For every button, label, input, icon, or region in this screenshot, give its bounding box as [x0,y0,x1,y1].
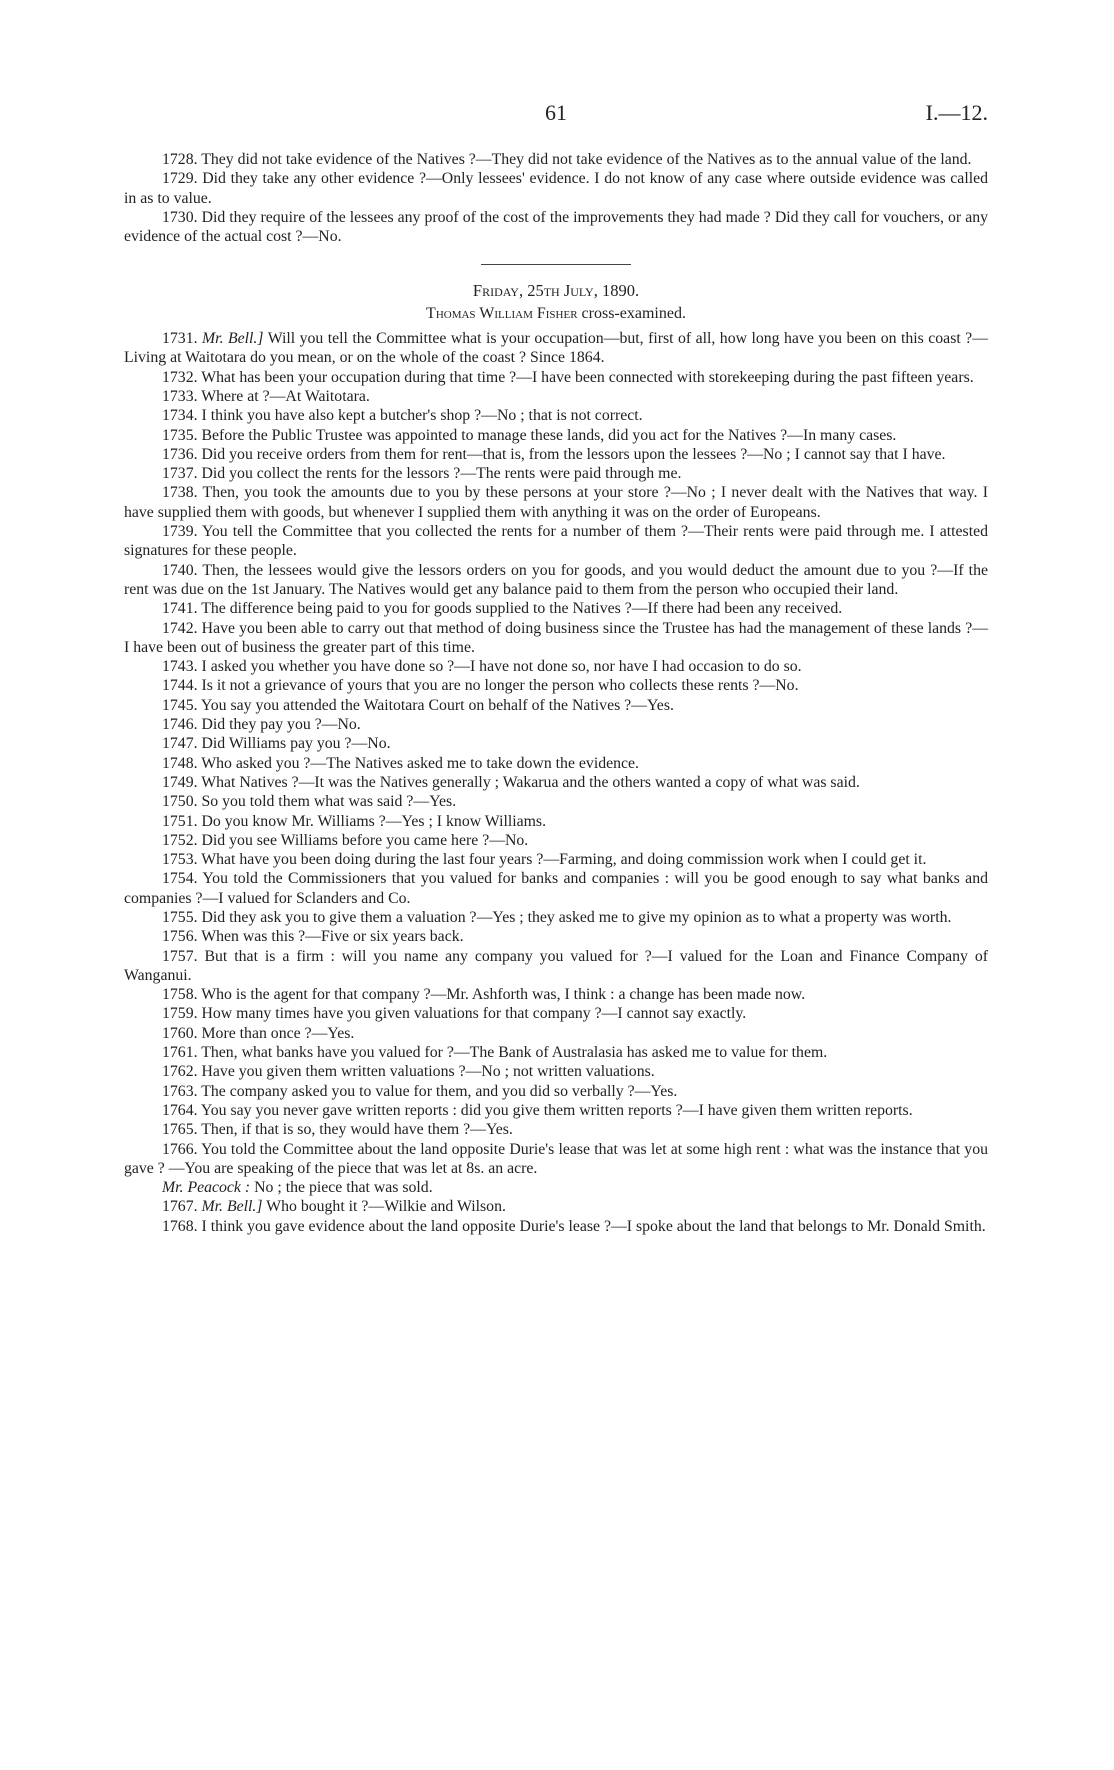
question-text: Did you collect the rents for the lessors ?—The rents were paid through me. [201,465,682,483]
question-text: What have you been doing during the last four years ?—Farming, and doing commission work when I could get it. [201,851,927,869]
question-number: 1750. [162,793,198,811]
question-number: 1756. [162,928,198,946]
question-paragraph [124,561,988,600]
question-text: The company asked you to value for them, and you did so verbally ?—Yes. [201,1082,678,1100]
question-paragraph [124,696,988,715]
witness-heading [124,304,988,323]
question-paragraph [124,927,988,946]
question-number: 1739. [162,523,198,541]
question-text: Will you tell the Committee what is your occupation—but, first of all, how long have you been on this coast ?—Living at Waitotara do you mean, or on the whole of the coast ? Since 1864. [124,330,988,367]
question-paragraph [124,426,988,445]
question-paragraph [124,1120,988,1139]
question-number: 1753. [162,851,198,869]
question-text: When was this ?—Five or six years back. [201,928,464,946]
question-number: 1745. [162,696,198,714]
question-paragraph [124,831,988,850]
question-text: Have you been able to carry out that method of doing business since the Trustee has had the management of these lands ?—I have been out of business the greater part of this time. [124,619,989,656]
question-text: I think you have also kept a butcher's shop ?—No ; that is not correct. [201,407,643,425]
question-paragraph [124,812,988,831]
question-paragraph [124,1082,988,1101]
question-paragraph [124,1197,988,1216]
question-text: Is it not a grievance of yours that you are no longer the person who collects these rents ?—No. [201,677,799,695]
question-text: You say you attended the Waitotara Court on behalf of the Natives ?—Yes. [200,696,674,714]
page-header [124,100,988,130]
question-number: 1749. [162,773,198,791]
question-text: Then, the lessees would give the lessors orders on you for goods, and you would deduct the amount due to you ?—If the rent was due on the 1st January. The Natives would get any balance paid to them from the person who occupied their land. [124,561,988,598]
question-text: Did you see Williams before you came here ?—No. [201,831,529,849]
question-paragraph [124,657,988,676]
question-paragraph [124,1004,988,1023]
question-text: Who bought it ?—Wilkie and Wilson. [266,1198,506,1216]
question-paragraph [124,599,988,618]
question-paragraph [124,773,988,792]
question-number: 1743. [162,658,198,676]
witness-suffix: cross-examined. [581,304,686,322]
question-number: 1742. [162,619,198,637]
question-text: Then, you took the amounts due to you by these persons at your store ?—No ; I never dealt with the Natives that way. I have supplied them with goods, but whenever I supplied them with anything it was on the order of Europeans. [124,484,988,521]
question-text: Did they pay you ?—No. [201,716,361,734]
speaker-name: Mr. Bell.] [202,330,264,348]
question-number: 1729. [162,170,198,188]
question-number: 1744. [162,677,198,695]
question-text: Who asked you ?—The Natives asked me to take down the evidence. [201,754,639,772]
question-text: You told the Commissioners that you valued for banks and companies : will you be good enough to say what banks and companies ?—I valued for Sclanders and Co. [124,870,988,907]
body-text [124,150,988,1236]
question-paragraph [124,1217,988,1236]
question-text: The difference being paid to you for goods supplied to the Natives ?—If there had been any received. [201,600,843,618]
question-text: Have you given them written valuations ?—No ; not written valuations. [201,1063,655,1081]
question-number: 1735. [162,426,198,444]
question-paragraph [124,387,988,406]
question-number: 1759. [162,1005,198,1023]
question-paragraph [124,1140,988,1179]
question-number: 1748. [162,754,198,772]
question-number: 1752. [162,831,198,849]
question-number: 1767. [162,1198,198,1216]
question-text: So you told them what was said ?—Yes. [201,793,457,811]
interjection-text: No ; the piece that was sold. [254,1179,433,1197]
question-paragraph [124,792,988,811]
question-text: Do you know Mr. Williams ?—Yes ; I know Williams. [201,812,547,830]
question-paragraph [124,150,988,169]
section-divider [481,264,631,265]
question-number: 1737. [162,465,198,483]
question-text: Before the Public Trustee was appointed to manage these lands, did you act for the Natives ?—In many cases. [201,426,897,444]
question-paragraph [124,734,988,753]
question-paragraph [124,1062,988,1081]
question-number: 1747. [162,735,198,753]
question-text: Did Williams pay you ?—No. [201,735,391,753]
question-number: 1761. [162,1044,198,1062]
question-paragraph [124,522,988,561]
question-number: 1733. [162,387,198,405]
question-paragraph [124,208,988,247]
question-text: But that is a firm : will you name any company you valued for ?—I valued for the Loan and Finance Company of Wanganui. [124,947,988,984]
section-date-heading: Friday, 25th July, 1890. [472,281,640,301]
question-number: 1740. [162,561,198,579]
question-number: 1730. [162,208,198,226]
question-text: Did they require of the lessees any proof of the cost of the improvements they had made ? Did they call for vouchers, or any evidence of the actual cost ?—No. [124,208,988,246]
question-text: You say you never gave written reports : did you give them written reports ?—I have given them written reports. [200,1101,913,1119]
question-number: 1766. [162,1140,198,1158]
closing-paragraphs [124,1197,988,1236]
question-text: Then, if that is so, they would have them ?—Yes. [201,1121,513,1139]
question-paragraph [124,908,988,927]
question-text: Did they take any other evidence ?—Only lessees' evidence. I do not know of any case where outside evidence was called in as to value. [124,170,989,207]
question-number: 1762. [162,1063,198,1081]
question-paragraph [124,368,988,387]
question-paragraph [124,445,988,464]
question-text: They did not take evidence of the Natives ?—They did not take evidence of the Natives as to the annual value of the land. [201,151,972,168]
question-paragraph [124,464,988,483]
question-paragraph [124,715,988,734]
speaker-name: Mr. Bell.] [201,1198,263,1216]
question-paragraph [124,329,988,368]
question-number: 1760. [162,1024,198,1042]
question-text: Who is the agent for that company ?—Mr. Ashforth was, I think : a change has been made now. [201,986,806,1004]
question-paragraph [124,406,988,425]
question-number: 1732. [162,368,198,386]
question-number: 1751. [162,812,198,830]
question-paragraph [124,169,988,208]
interjection-speaker: Mr. Peacock : [162,1179,251,1197]
question-text: You tell the Committee that you collected the rents for a number of them ?—Their rents were paid through me. I attested signatures for these people. [124,523,988,560]
question-number: 1746. [162,716,198,734]
question-paragraph [124,985,988,1004]
question-paragraph [124,754,988,773]
question-text: More than once ?—Yes. [201,1024,355,1042]
question-list [124,368,988,1178]
question-text: I asked you whether you have done so ?—I have not done so, nor have I had occasion to do so. [201,658,802,676]
question-number: 1734. [162,407,198,425]
question-number: 1768. [162,1217,198,1235]
question-text: What has been your occupation during that time ?—I have been connected with storekeeping during the past fifteen years. [201,368,974,386]
question-text: Where at ?—At Waitotara. [201,387,370,405]
question-number: 1754. [162,870,198,888]
question-text: What Natives ?—It was the Natives generally ; Wakarua and the others wanted a copy of what was said. [201,773,860,791]
question-text: You told the Committee about the land opposite Durie's lease that was let at some high rent : what was the instance that you gave ? —You are speaking of the piece that was let at 8s. an acre. [124,1140,988,1177]
question-number: 1758. [162,986,198,1004]
question-text: Did you receive orders from them for rent—that is, from the lessors upon the lessees ?—No ; I cannot say that I have. [201,445,946,463]
question-number: 1731. [162,330,198,348]
question-text: How many times have you given valuations for that company ?—I cannot say exactly. [201,1005,747,1023]
question-number: 1757. [162,947,198,965]
question-number: 1755. [162,908,198,926]
question-number: 1764. [162,1101,198,1119]
opening-paragraphs [124,150,988,246]
question-paragraph [124,869,988,908]
question-number: 1741. [162,600,198,618]
question-paragraph [124,1024,988,1043]
question-text: Did they ask you to give them a valuation ?—Yes ; they asked me to give my opinion as to what a property was worth. [201,908,952,926]
page-number: 61 [545,100,567,125]
question-paragraph [124,1101,988,1120]
question-paragraph [124,483,988,522]
question-number: 1728. [162,151,198,168]
question-paragraph [124,676,988,695]
question-paragraph [124,1043,988,1062]
question-text: Then, what banks have you valued for ?—The Bank of Australasia has asked me to value for them. [201,1044,828,1062]
question-number: 1765. [162,1121,198,1139]
question-number: 1763. [162,1082,198,1100]
witness-name: Thomas William Fisher [426,304,578,322]
question-paragraph [124,619,988,658]
document-reference: I.—12. [925,100,988,125]
question-paragraph [124,850,988,869]
question-number: 1738. [162,484,198,502]
question-number: 1736. [162,445,198,463]
interjection-paragraph [124,1178,988,1197]
question-paragraph [124,947,988,986]
question-text: I think you gave evidence about the land opposite Durie's lease ?—I spoke about the land that belongs to Mr. Donald Smith. [201,1217,986,1235]
